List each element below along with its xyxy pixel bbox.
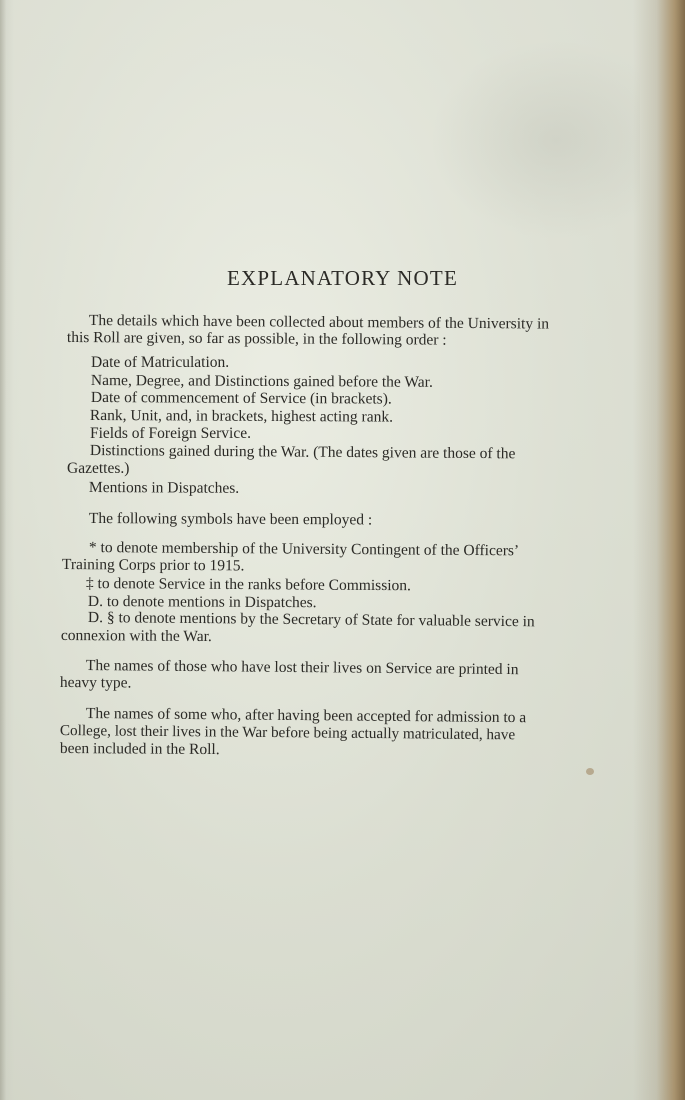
order-item-commencement: Date of commencement of Service (in brackets). <box>90 389 392 408</box>
intro-line-1: The details which have been collected about members of the University in <box>88 312 550 333</box>
symbol-ds-line-2: connexion with the War. <box>60 627 212 646</box>
symbol-ddagger: ‡ to denote Service in the ranks before Commission. <box>85 575 412 595</box>
para-admission-line-1: The names of some who, after having been accepted for admission to a <box>85 705 527 727</box>
show-through-area <box>430 40 640 240</box>
order-item-distinctions-line-2: Gazettes.) <box>67 460 130 477</box>
symbols-intro: The following symbols have been employed : <box>88 510 373 529</box>
order-item-fields: Fields of Foreign Service. <box>90 425 252 442</box>
order-item-distinctions-line-1: Distinctions gained during the War. (The dates given are those of the <box>89 442 516 463</box>
intro-line-2: this Roll are given, so far as possible, in the following order : <box>66 329 447 349</box>
order-item-name: Name, Degree, and Distinctions gained before the War. <box>90 372 433 391</box>
symbol-d: D. to denote mentions in Dispatches. <box>87 593 317 612</box>
para-lost-line-2: heavy type. <box>59 674 132 692</box>
page-edge-shadow-right <box>633 0 685 1100</box>
page-title: EXPLANATORY NOTE <box>227 266 458 290</box>
para-lost-line-1: The names of those who have lost their lives on Service are printed in <box>85 657 519 679</box>
paper-stain <box>586 768 594 775</box>
order-item-mentions: Mentions in Dispatches. <box>88 479 240 497</box>
symbol-star-line-1: * to denote membership of the University Contingent of the Officers’ <box>88 539 520 560</box>
symbol-ds-line-1: D. § to denote mentions by the Secretary of State for valuable service in <box>87 609 535 631</box>
order-item-rank: Rank, Unit, and, in brackets, highest acting rank. <box>89 407 394 426</box>
para-admission-line-3: been included in the Roll. <box>59 740 220 759</box>
symbol-star-line-2: Training Corps prior to 1915. <box>61 556 245 575</box>
page-edge-shadow-left <box>0 0 14 1100</box>
para-admission-line-2: College, lost their lives in the War before being actually matriculated, have <box>59 722 516 744</box>
order-item-matriculation: Date of Matriculation. <box>91 354 230 371</box>
